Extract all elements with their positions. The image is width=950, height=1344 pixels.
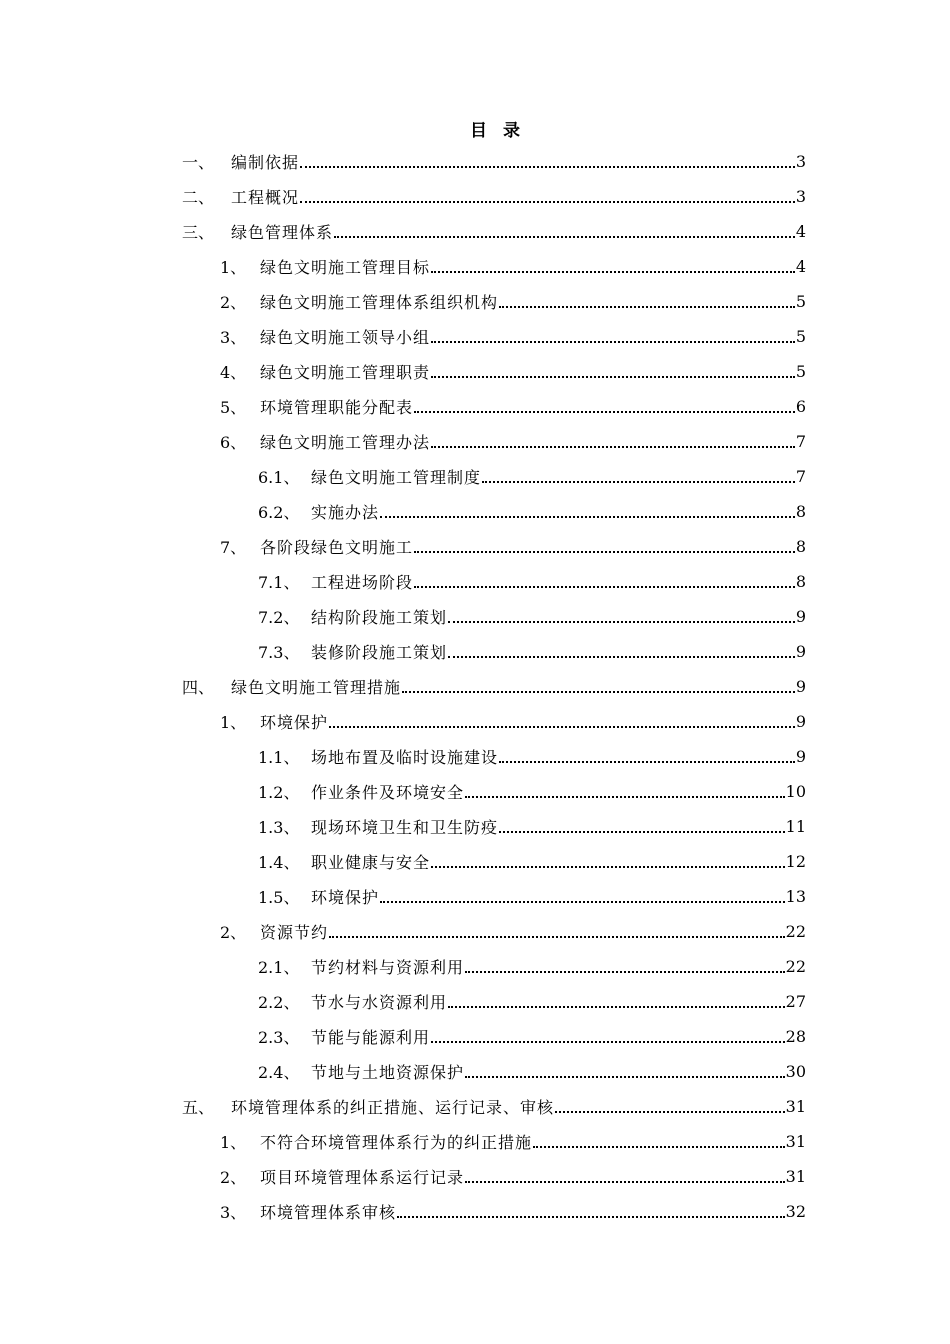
toc-entry-number: 2.4、 xyxy=(258,1063,300,1082)
toc-entry-page-number: 7 xyxy=(795,467,806,486)
toc-entry-page-number: 28 xyxy=(785,1027,806,1046)
dot-leader xyxy=(397,1215,785,1218)
toc-entry-title: 不符合环境管理体系行为的纠正措施 xyxy=(260,1133,533,1152)
toc-entry-number: 1、 xyxy=(220,258,247,277)
toc-entry-number: 2、 xyxy=(220,1168,247,1187)
toc-title-part2: 录 xyxy=(503,121,520,141)
dot-leader xyxy=(414,410,795,413)
toc-entry-title: 绿色管理体系 xyxy=(231,223,334,242)
toc-entry[interactable] xyxy=(258,984,806,1019)
toc-entry-number: 四、 xyxy=(182,678,215,697)
toc-entry-title: 环境管理体系的纠正措施、运行记录、审核 xyxy=(231,1098,555,1117)
dot-leader xyxy=(431,375,795,378)
toc-entry-title: 结构阶段施工策划 xyxy=(311,608,448,627)
toc-entry[interactable] xyxy=(258,949,806,984)
toc-entry-page-number: 8 xyxy=(795,537,806,556)
toc-entry-title: 场地布置及临时设施建设 xyxy=(311,748,499,767)
toc-entry-number: 1、 xyxy=(220,713,247,732)
toc-entry[interactable] xyxy=(220,529,806,564)
toc-entry-number: 2、 xyxy=(220,923,247,942)
toc-entry-title: 现场环境卫生和卫生防疫 xyxy=(311,818,499,837)
toc-entry-page-number: 27 xyxy=(785,992,806,1011)
toc-entry-number: 一、 xyxy=(182,153,215,172)
toc-entry[interactable] xyxy=(220,914,806,949)
dot-leader xyxy=(300,200,795,203)
toc-entry-number: 二、 xyxy=(182,188,215,207)
toc-entry-title: 环境保护 xyxy=(260,713,329,732)
toc-entry-title: 节水与水资源利用 xyxy=(311,993,448,1012)
toc-entry-number: 1.5、 xyxy=(258,888,300,907)
toc-entry-number: 7.1、 xyxy=(258,573,300,592)
dot-leader xyxy=(448,620,795,623)
toc-entry-number: 2.2、 xyxy=(258,993,300,1012)
toc-entry[interactable] xyxy=(220,1124,806,1159)
dot-leader xyxy=(465,1075,785,1078)
toc-entry-page-number: 22 xyxy=(785,922,806,941)
toc-entry[interactable] xyxy=(220,284,806,319)
toc-entry-title: 绿色文明施工管理制度 xyxy=(311,468,482,487)
toc-entry-page-number: 11 xyxy=(785,817,806,836)
toc-entry[interactable] xyxy=(220,1159,806,1194)
toc-entry[interactable] xyxy=(220,1194,806,1229)
toc-entry[interactable] xyxy=(258,634,806,669)
toc-entry[interactable] xyxy=(220,704,806,739)
toc-entry-page-number: 9 xyxy=(795,607,806,626)
toc-entry[interactable] xyxy=(258,809,806,844)
dot-leader xyxy=(465,970,785,973)
toc-entry-title: 绿色文明施工管理目标 xyxy=(260,258,431,277)
toc-entry-title: 绿色文明施工领导小组 xyxy=(260,328,431,347)
dot-leader xyxy=(431,1040,785,1043)
dot-leader xyxy=(431,865,785,868)
dot-leader xyxy=(300,165,795,168)
toc-entry-title: 项目环境管理体系运行记录 xyxy=(260,1168,465,1187)
toc-entry-title: 职业健康与安全 xyxy=(311,853,431,872)
toc-entry[interactable] xyxy=(258,774,806,809)
dot-leader xyxy=(329,935,785,938)
toc-title-part1: 目 xyxy=(470,121,487,141)
dot-leader xyxy=(334,235,795,238)
toc-entry-page-number: 3 xyxy=(795,152,806,171)
toc-entry-title: 绿色文明施工管理职责 xyxy=(260,363,431,382)
toc-entry-title: 绿色文明施工管理办法 xyxy=(260,433,431,452)
dot-leader xyxy=(431,340,795,343)
toc-entry-page-number: 4 xyxy=(795,222,806,241)
toc-entry-page-number: 30 xyxy=(785,1062,806,1081)
toc-entry-page-number: 3 xyxy=(795,187,806,206)
dot-leader xyxy=(431,270,795,273)
toc-entry-page-number: 32 xyxy=(785,1202,806,1221)
toc-entry-title: 绿色文明施工管理体系组织机构 xyxy=(260,293,499,312)
toc-entry-number: 五、 xyxy=(182,1098,215,1117)
toc-entry-title: 节地与土地资源保护 xyxy=(311,1063,465,1082)
toc-entry-number: 4、 xyxy=(220,363,247,382)
toc-entry[interactable] xyxy=(258,879,806,914)
dot-leader xyxy=(448,1005,785,1008)
toc-entry[interactable] xyxy=(258,459,806,494)
toc-entry-number: 7.2、 xyxy=(258,608,300,627)
toc-entry[interactable] xyxy=(220,389,806,424)
dot-leader xyxy=(555,1110,785,1113)
dot-leader xyxy=(448,655,795,658)
toc-entry-page-number: 31 xyxy=(785,1167,806,1186)
dot-leader xyxy=(380,900,785,903)
toc-entry-page-number: 9 xyxy=(795,677,806,696)
toc-entry-page-number: 6 xyxy=(795,397,806,416)
toc-title xyxy=(0,116,950,141)
toc-entry-number: 2、 xyxy=(220,293,247,312)
toc-entry[interactable] xyxy=(182,144,806,179)
toc-entry-number: 3、 xyxy=(220,1203,247,1222)
toc-entry-number: 2.3、 xyxy=(258,1028,300,1047)
dot-leader xyxy=(414,550,795,553)
dot-leader xyxy=(499,830,785,833)
toc-entry-title: 作业条件及环境安全 xyxy=(311,783,465,802)
dot-leader xyxy=(465,1180,785,1183)
toc-entry-page-number: 22 xyxy=(785,957,806,976)
toc-entry[interactable] xyxy=(258,739,806,774)
toc-entry-page-number: 13 xyxy=(785,887,806,906)
toc-entry[interactable] xyxy=(182,669,806,704)
toc-entry-title: 工程概况 xyxy=(231,188,300,207)
toc-entry[interactable] xyxy=(258,844,806,879)
toc-entry-page-number: 9 xyxy=(795,747,806,766)
toc-entry-title: 节能与能源利用 xyxy=(311,1028,431,1047)
dot-leader xyxy=(499,760,795,763)
toc-entry[interactable] xyxy=(182,214,806,249)
toc-entry-title: 节约材料与资源利用 xyxy=(311,958,465,977)
toc-entry[interactable] xyxy=(258,599,806,634)
toc-entry-number: 2.1、 xyxy=(258,958,300,977)
toc-entry-page-number: 31 xyxy=(785,1097,806,1116)
toc-entry-number: 6、 xyxy=(220,433,247,452)
toc-entry-page-number: 9 xyxy=(795,642,806,661)
dot-leader xyxy=(402,690,795,693)
toc-entry-number: 5、 xyxy=(220,398,247,417)
toc-entry-page-number: 5 xyxy=(795,292,806,311)
toc-entry[interactable] xyxy=(220,354,806,389)
toc-entry-page-number: 31 xyxy=(785,1132,806,1151)
toc-entry-title: 编制依据 xyxy=(231,153,300,172)
toc-entry-page-number: 5 xyxy=(795,327,806,346)
toc-entry[interactable] xyxy=(258,1019,806,1054)
toc-entry-number: 1.3、 xyxy=(258,818,300,837)
toc-entry-title: 环境管理体系审核 xyxy=(260,1203,397,1222)
dot-leader xyxy=(533,1145,785,1148)
dot-leader xyxy=(499,305,795,308)
toc-entry[interactable] xyxy=(220,424,806,459)
dot-leader xyxy=(414,585,795,588)
toc-entry-title: 环境保护 xyxy=(311,888,380,907)
toc-entry-number: 1.1、 xyxy=(258,748,300,767)
toc-entry-page-number: 5 xyxy=(795,362,806,381)
toc-entry-page-number: 8 xyxy=(795,502,806,521)
dot-leader xyxy=(431,445,795,448)
toc-entry-number: 7.3、 xyxy=(258,643,300,662)
toc-entry-page-number: 7 xyxy=(795,432,806,451)
toc-entry-title: 实施办法 xyxy=(311,503,380,522)
toc-entry[interactable] xyxy=(220,249,806,284)
dot-leader xyxy=(465,795,785,798)
toc-entry-number: 1.2、 xyxy=(258,783,300,802)
toc-entry-title: 各阶段绿色文明施工 xyxy=(260,538,414,557)
toc-entry[interactable] xyxy=(258,1054,806,1089)
toc-entry[interactable] xyxy=(258,564,806,599)
toc-entry-title: 环境管理职能分配表 xyxy=(260,398,414,417)
toc-entry-page-number: 8 xyxy=(795,572,806,591)
toc-entry-page-number: 12 xyxy=(785,852,806,871)
toc-entry-title: 装修阶段施工策划 xyxy=(311,643,448,662)
toc-entry[interactable] xyxy=(182,1089,806,1124)
toc-entry-number: 1、 xyxy=(220,1133,247,1152)
toc-entry-title: 绿色文明施工管理措施 xyxy=(231,678,402,697)
toc-entry-number: 3、 xyxy=(220,328,247,347)
toc-entry-title: 资源节约 xyxy=(260,923,329,942)
dot-leader xyxy=(482,480,795,483)
toc-entry-page-number: 9 xyxy=(795,712,806,731)
toc-entry[interactable] xyxy=(258,494,806,529)
toc-entry-title: 工程进场阶段 xyxy=(311,573,414,592)
dot-leader xyxy=(380,515,795,518)
toc-entry-page-number: 10 xyxy=(785,782,806,801)
toc-entry-number: 7、 xyxy=(220,538,247,557)
toc-entry-number: 6.1、 xyxy=(258,468,300,487)
toc-entry[interactable] xyxy=(182,179,806,214)
dot-leader xyxy=(329,725,795,728)
toc-entry-number: 三、 xyxy=(182,223,215,242)
toc-entry[interactable] xyxy=(220,319,806,354)
toc-entry-number: 6.2、 xyxy=(258,503,300,522)
toc-entry-number: 1.4、 xyxy=(258,853,300,872)
toc-entry-page-number: 4 xyxy=(795,257,806,276)
